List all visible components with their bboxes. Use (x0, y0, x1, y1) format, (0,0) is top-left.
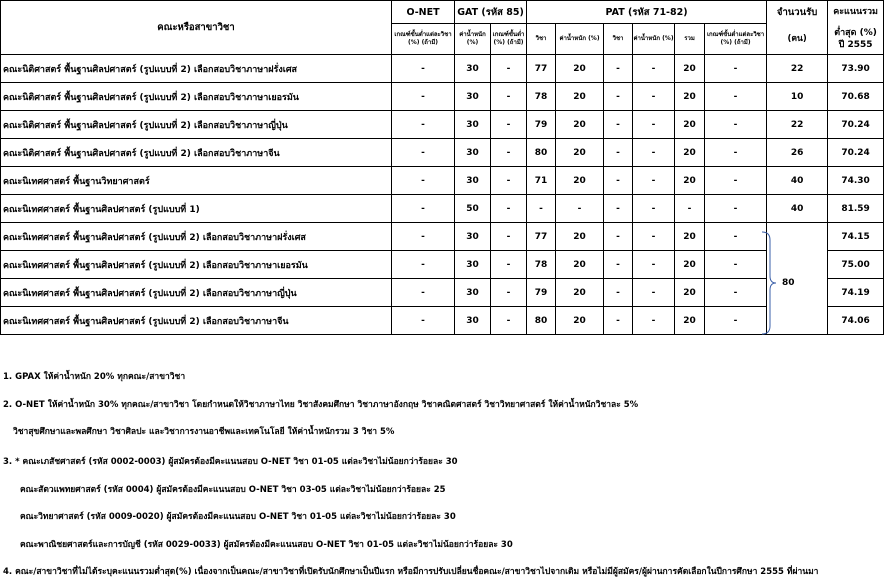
seats-cell: 40 (767, 167, 828, 195)
table-row (1, 139, 884, 167)
pat-total-cell: 20 (675, 251, 705, 279)
faculty-name-cell: คณะนิเทศศาสตร์ พื้นฐานศิลปศาสตร์ (รูปแบบที่ 1) (1, 195, 392, 223)
header-row-1 (1, 1, 884, 24)
min-score-cell: 81.59 (828, 195, 884, 223)
gat-weight-cell: 30 (455, 167, 491, 195)
pat-weight2-cell: - (633, 279, 675, 307)
gat-header: GAT (รหัส 85) (455, 1, 527, 24)
pat-weight1-header: ค่าน้ำหนัก (%) (556, 24, 604, 55)
pat-min-cell: - (705, 83, 767, 111)
pat-weight1-cell: 20 (556, 307, 604, 335)
note-2-cont: วิชาสุขศึกษาและพลศึกษา วิชาศิลปะ และวิชาการงานอาชีพและเทคโนโลยี ให้ค่าน้ำหนักรวม 3 วิชา 5% (13, 427, 395, 437)
table-row (1, 223, 884, 251)
note-3: 3. * คณะเภสัชศาสตร์ (รหัส 0002-0003) ผู้สมัครต้องมีคะแนนสอบ O-NET วิชา 01-05 แต่ละวิชาไม่น้อยกว่าร้อยละ 30 (3, 457, 458, 467)
gat-min-cell: - (491, 139, 527, 167)
gat-min-cell: - (491, 223, 527, 251)
pat-weight2-cell: - (633, 251, 675, 279)
pat-min-cell: - (705, 139, 767, 167)
gat-min-cell: - (491, 307, 527, 335)
pat-subject2-cell: - (604, 83, 633, 111)
gat-weight-cell: 30 (455, 251, 491, 279)
pat-min-cell: - (705, 279, 767, 307)
min-score-cell: 70.24 (828, 139, 884, 167)
gat-min-cell: - (491, 195, 527, 223)
min-score-cell: 73.90 (828, 55, 884, 83)
onet-header: O-NET (392, 1, 455, 24)
pat-subject2-cell: - (604, 223, 633, 251)
gat-weight-cell: 30 (455, 223, 491, 251)
min-score-cell: 74.19 (828, 279, 884, 307)
pat-weight1-cell: 20 (556, 279, 604, 307)
table-row (1, 55, 884, 83)
onet-min-cell: - (392, 251, 455, 279)
min-score-header-line3: ปี 2555 (838, 39, 873, 50)
onet-min-cell: - (392, 139, 455, 167)
pat-subject1-cell: 71 (527, 167, 556, 195)
faculty-name-cell: คณะนิติศาสตร์ พื้นฐานศิลปศาสตร์ (รูปแบบที่ 2) เลือกสอบวิชาภาษาฝรั่งเศส (1, 55, 392, 83)
pat-min-cell: - (705, 307, 767, 335)
seats-cell: 22 (767, 111, 828, 139)
pat-subject1-cell: - (527, 195, 556, 223)
table-row (1, 111, 884, 139)
pat-weight1-cell: - (556, 195, 604, 223)
pat-weight1-cell: 20 (556, 223, 604, 251)
min-score-header-line1: คะแนนรวม (833, 6, 878, 17)
pat-subject1-cell: 78 (527, 83, 556, 111)
pat-weight1-cell: 20 (556, 55, 604, 83)
pat-subject2-cell: - (604, 111, 633, 139)
onet-min-cell: - (392, 307, 455, 335)
seats-cell: 40 (767, 195, 828, 223)
min-score-cell: 74.15 (828, 223, 884, 251)
faculty-name-cell: คณะนิเทศศาสตร์ พื้นฐานศิลปศาสตร์ (รูปแบบที่ 2) เลือกสอบวิชาภาษาจีน (1, 307, 392, 335)
pat-weight2-cell: - (633, 139, 675, 167)
onet-min-cell: - (392, 223, 455, 251)
pat-subject1-header: วิชา (527, 24, 556, 55)
table-row (1, 167, 884, 195)
note-1: 1. GPAX ให้ค่าน้ำหนัก 20% ทุกคณะ/สาขาวิชา (3, 372, 186, 382)
pat-weight2-cell: - (633, 111, 675, 139)
min-score-header (828, 1, 884, 24)
pat-subject1-cell: 79 (527, 111, 556, 139)
seats-cell: 22 (767, 55, 828, 83)
pat-weight2-cell: - (633, 223, 675, 251)
gat-weight-cell: 30 (455, 307, 491, 335)
pat-min-cell: - (705, 167, 767, 195)
pat-min-header: เกณฑ์ขั้นต่ำแต่ละวิชา (%) (ถ้ามี) (705, 24, 767, 55)
pat-subject2-cell: - (604, 251, 633, 279)
pat-min-cell: - (705, 251, 767, 279)
faculty-name-cell: คณะนิเทศศาสตร์ พื้นฐานศิลปศาสตร์ (รูปแบบที่ 2) เลือกสอบวิชาภาษาฝรั่งเศส (1, 223, 392, 251)
pat-total-cell: - (675, 195, 705, 223)
group-seats-value: 80 (782, 278, 795, 288)
faculty-name-cell: คณะนิติศาสตร์ พื้นฐานศิลปศาสตร์ (รูปแบบที่ 2) เลือกสอบวิชาภาษาจีน (1, 139, 392, 167)
onet-min-cell: - (392, 83, 455, 111)
pat-subject1-cell: 78 (527, 251, 556, 279)
pat-weight1-cell: 20 (556, 251, 604, 279)
gat-weight-cell: 30 (455, 55, 491, 83)
pat-weight2-cell: - (633, 195, 675, 223)
pat-total-cell: 20 (675, 55, 705, 83)
pat-subject1-cell: 77 (527, 223, 556, 251)
pat-subject1-cell: 79 (527, 279, 556, 307)
onet-min-header: เกณฑ์ขั้นต่ำแต่ละวิชา (%) (ถ้ามี) (392, 24, 455, 55)
pat-total-cell: 20 (675, 139, 705, 167)
pat-weight2-cell: - (633, 55, 675, 83)
pat-weight2-cell: - (633, 167, 675, 195)
min-score-cell: 70.68 (828, 83, 884, 111)
note-3-vet: คณะสัตวแพทยศาสตร์ (รหัส 0004) ผู้สมัครต้องมีคะแนนสอบ O-NET วิชา 03-05 แต่ละวิชาไม่น้อยกว่าร้อยละ 25 (20, 485, 446, 495)
pat-min-cell: - (705, 195, 767, 223)
gat-min-cell: - (491, 111, 527, 139)
min-score-header-lower (828, 24, 884, 55)
gat-min-cell: - (491, 55, 527, 83)
table-row (1, 307, 884, 335)
pat-min-cell: - (705, 55, 767, 83)
min-score-cell: 74.06 (828, 307, 884, 335)
gat-min-cell: - (491, 167, 527, 195)
pat-subject2-cell: - (604, 279, 633, 307)
pat-subject1-cell: 77 (527, 55, 556, 83)
onet-min-cell: - (392, 111, 455, 139)
pat-subject2-cell: - (604, 55, 633, 83)
faculty-name-cell: คณะนิเทศศาสตร์ พื้นฐานวิทยาศาสตร์ (1, 167, 392, 195)
gat-weight-cell: 30 (455, 279, 491, 307)
gat-min-header: เกณฑ์ขั้นต่ำ (%) (ถ้ามี) (491, 24, 527, 55)
min-score-cell: 70.24 (828, 111, 884, 139)
faculty-name-cell: คณะนิเทศศาสตร์ พื้นฐานศิลปศาสตร์ (รูปแบบที่ 2) เลือกสอบวิชาภาษาเยอรมัน (1, 251, 392, 279)
note-3-acc: คณะพาณิชยศาสตร์และการบัญชี (รหัส 0029-0033) ผู้สมัครต้องมีคะแนนสอบ O-NET วิชา 01-05 แต่ละวิชาไม่น้อยกว่าร้อยละ 30 (20, 540, 513, 550)
pat-weight1-cell: 20 (556, 167, 604, 195)
note-4: 4. คณะ/สาขาวิชาที่ไม่ได้ระบุคะแนนรวมต่ำสุด(%) เนื่องจากเป็นคณะ/สาขาวิชาที่เปิดรับนักศึกษาเป็นปีแรก หรือมีการปรับเปลี่ยนชื่อคณะ/สาขาวิชาไปจากเดิม หรือไม่มีผู้สมัคร/ผู้ผ่านการคัดเลือกในปีการศึกษา 2555 ที่ผ่านมา (3, 567, 819, 577)
pat-min-cell: - (705, 111, 767, 139)
pat-subject2-cell: - (604, 307, 633, 335)
onet-min-cell: - (392, 279, 455, 307)
faculty-name-cell: คณะนิติศาสตร์ พื้นฐานศิลปศาสตร์ (รูปแบบที่ 2) เลือกสอบวิชาภาษาญี่ปุ่น (1, 111, 392, 139)
pat-header: PAT (รหัส 71-82) (527, 1, 767, 24)
pat-total-cell: 20 (675, 279, 705, 307)
min-score-cell: 75.00 (828, 251, 884, 279)
pat-subject2-header: วิชา (604, 24, 633, 55)
seats-cell: 10 (767, 83, 828, 111)
note-3-sci: คณะวิทยาศาสตร์ (รหัส 0009-0020) ผู้สมัครต้องมีคะแนนสอบ O-NET วิชา 01-05 แต่ละวิชาไม่น้อยกว่าร้อยละ 30 (20, 512, 456, 522)
pat-weight1-cell: 20 (556, 83, 604, 111)
pat-total-cell: 20 (675, 83, 705, 111)
table-body (1, 55, 884, 335)
pat-subject2-cell: - (604, 167, 633, 195)
seats-cell: 26 (767, 139, 828, 167)
min-score-cell: 74.30 (828, 167, 884, 195)
gat-min-cell: - (491, 83, 527, 111)
pat-weight2-header: ค่าน้ำหนัก (%) (633, 24, 675, 55)
gat-min-cell: - (491, 279, 527, 307)
pat-subject1-cell: 80 (527, 139, 556, 167)
gat-weight-cell: 30 (455, 139, 491, 167)
faculty-name-cell: คณะนิเทศศาสตร์ พื้นฐานศิลปศาสตร์ (รูปแบบที่ 2) เลือกสอบวิชาภาษาญี่ปุ่น (1, 279, 392, 307)
pat-subject2-cell: - (604, 139, 633, 167)
table-row (1, 195, 884, 223)
onet-min-cell: - (392, 195, 455, 223)
min-score-header-line2: ต่ำสุด (%) (834, 27, 877, 38)
pat-weight2-cell: - (633, 83, 675, 111)
pat-min-cell: - (705, 223, 767, 251)
pat-weight1-cell: 20 (556, 139, 604, 167)
pat-total-cell: 20 (675, 111, 705, 139)
pat-total-header: รวม (675, 24, 705, 55)
faculty-col-header: คณะหรือสาขาวิชา (1, 1, 392, 55)
pat-subject1-cell: 80 (527, 307, 556, 335)
pat-total-cell: 20 (675, 307, 705, 335)
pat-subject2-cell: - (604, 195, 633, 223)
pat-total-cell: 20 (675, 223, 705, 251)
gat-weight-cell: 50 (455, 195, 491, 223)
seats-unit-header: (คน) (767, 24, 828, 55)
gat-weight-cell: 30 (455, 111, 491, 139)
pat-weight1-cell: 20 (556, 111, 604, 139)
pat-total-cell: 20 (675, 167, 705, 195)
faculty-name-cell: คณะนิติศาสตร์ พื้นฐานศิลปศาสตร์ (รูปแบบที่ 2) เลือกสอบวิชาภาษาเยอรมัน (1, 83, 392, 111)
pat-weight2-cell: - (633, 307, 675, 335)
table-row (1, 279, 884, 307)
note-2: 2. O-NET ให้ค่าน้ำหนัก 30% ทุกคณะ/สาขาวิชา โดยกำหนดให้วิชาภาษาไทย วิชาสังคมศึกษา วิชาภาษาอังกฤษ วิชาคณิตศาสตร์ วิชาวิทยาศาสตร์ ให้ค่าน้ำหนักวิชาละ 5% (3, 400, 639, 410)
table-row (1, 251, 884, 279)
seats-header: จำนวนรับ (767, 1, 828, 24)
gat-min-cell: - (491, 251, 527, 279)
onet-min-cell: - (392, 55, 455, 83)
table-row (1, 83, 884, 111)
gat-weight-cell: 30 (455, 83, 491, 111)
gat-weight-header: ค่าน้ำหนัก (%) (455, 24, 491, 55)
onet-min-cell: - (392, 167, 455, 195)
